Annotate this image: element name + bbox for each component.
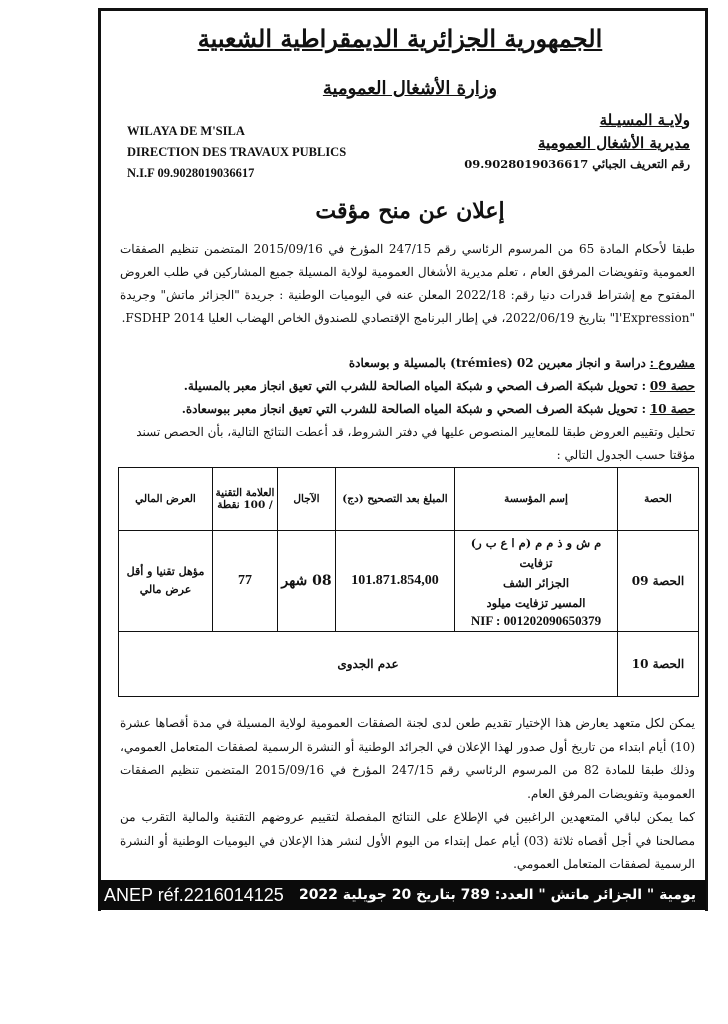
header-amount: المبلغ بعد التصحيح (دج) — [336, 468, 455, 531]
lot10-line — [120, 398, 695, 421]
company-line-3: المسير تزفايت ميلود — [486, 596, 586, 610]
table-row — [119, 531, 699, 632]
company-line-2: الجزائر الشف — [502, 576, 570, 590]
french-header-block — [127, 121, 346, 184]
header-lot: الحصة — [618, 468, 699, 531]
cell-score: 77 — [213, 531, 278, 632]
publication-info: يومية " الجزائر ماتش " العدد: 789 بتاريخ 20 جويلية 2022 — [298, 887, 696, 903]
cell-lot: الحصة 09 — [618, 531, 699, 632]
ar-wilaya: ولايـة المسيـلة — [599, 111, 690, 129]
fr-wilaya: WILAYA DE M'SILA — [127, 124, 245, 138]
cell-delay: 08 شهر — [278, 531, 336, 632]
lot09-label: حصة 09 — [649, 379, 695, 393]
republic-heading: الجمهورية الجزائرية الديمقراطية الشعبية — [197, 24, 603, 53]
table-row — [119, 632, 699, 697]
ministry-heading: وزارة الأشغال العمومية — [322, 78, 498, 99]
company-line-1: م ش و ذ م م (م ا ع ب ر) تزفايت — [470, 536, 602, 570]
lot09-text: : تحويل شبكة الصرف الصحي و شبكة المياه الصالحة للشرب التي تعيق انجاز معبر بالمسيلة. — [183, 379, 647, 393]
header-company: إسم المؤسسة — [455, 468, 618, 531]
closing-paragraph-2: كما يمكن لباقي المتعهدين الراغبين في الإطلاع على النتائج المفصلة لتقييم عروضهم التقنية والمالية التقرب من مصالحنا في أجل أقصاه ثلاثة (03) أيام عمل إبتداء من اليوم الأول لنشر هذا الإعلان في اليوميات الوطنية أو النشرة الرسمية لصفقات المتعامل العمومي. — [120, 810, 695, 871]
results-table-wrapper — [118, 467, 699, 697]
closing-paragraph-1: يمكن لكل متعهد يعارض هذا الإختيار تقديم طعن لدى لجنة الصفقات العمومية لولاية المسيلة في مدة أقصاها عشرة (10) أيام ابتداء من تاريخ أول صدور لهذا الإعلان في الجرائد الوطنية أو النشرة الرسمية لصفقات المتعامل العمومي، وذلك طبقا للمادة 82 من المرسوم الرئاسي رقم 247/15 المؤرخ في 2015/09/16 المتضمن تنظيم الصفقات العمومية وتفويضات المرفق العام. — [120, 716, 695, 801]
project-text: دراسة و انجاز معبرين 02 (trémies) بالمسيلة و بوسعادة — [348, 356, 646, 370]
header-financial: العرض المالي — [119, 468, 213, 531]
project-label: مشروع : — [649, 356, 695, 370]
ar-nif: رقم التعريف الجبائي 09.9028019036617 — [464, 157, 690, 171]
arabic-header-block — [464, 108, 690, 174]
footer-bar — [98, 880, 706, 910]
lot10-label: حصة 10 — [649, 402, 695, 416]
ar-direction: مديرية الأشغال العمومية — [537, 134, 690, 152]
fr-direction: DIRECTION DES TRAVAUX PUBLICS — [127, 145, 347, 159]
lot10-text: : تحويل شبكة الصرف الصحي و شبكة المياه الصالحة للشرب التي تعيق انجاز معبر ببوسعادة. — [181, 402, 647, 416]
evaluation-text: تحليل وتقييم العروض طبقا للمعايير المنصوص عليها في دفتر الشروط، قد أعطت النتائج التالية، بأن الحصص تسند مؤقتا حسب الجدول التالي : — [136, 425, 695, 462]
lot09-line — [120, 375, 695, 398]
header-score: العلامة التقنية / 100 نقطة — [213, 468, 278, 531]
cell-company — [455, 531, 618, 632]
anep-reference: ANEP réf.2216014125 — [104, 884, 284, 905]
cell-lot: الحصة 10 — [618, 632, 699, 697]
header-delay: الآجال — [278, 468, 336, 531]
results-table — [118, 467, 699, 697]
cell-financial: مؤهل تقنيا و أقل عرض مالي — [119, 531, 213, 632]
company-nif: NIF : 001202090650379 — [470, 613, 602, 628]
closing-section — [120, 712, 695, 877]
announcement-title: إعلان عن منح مؤقت — [315, 198, 505, 224]
project-section — [120, 352, 695, 467]
project-line — [120, 352, 695, 375]
fr-nif: N.I.F 09.9028019036617 — [127, 166, 255, 180]
intro-paragraph: طبقا لأحكام المادة 65 من المرسوم الرئاسي رقم 247/15 المؤرخ في 2015/09/16 المتضمن تنظيم الصفقات العمومية وتفويضات المرفق العام ، تعلم مديرية الأشغال العمومية لولاية المسيلة جميع المشاركين في طلب العروض المفتوح مع إشتراط قدرات دنيا رقم: 2022/18 المعلن عنه في اليوميات الوطنية : جريدة "الجزائر ماتش" وجريدة "l'Expression" بتاريخ 2022/06/19، في إطار البرنامج الإقتصادي للصندوق الخاص الهضاب العليا FSDHP 2014. — [120, 242, 695, 325]
table-header-row — [119, 468, 699, 531]
cell-amount: 101.871.854,00 — [336, 531, 455, 632]
cell-unsuccessful: عدم الجدوى — [119, 632, 618, 697]
